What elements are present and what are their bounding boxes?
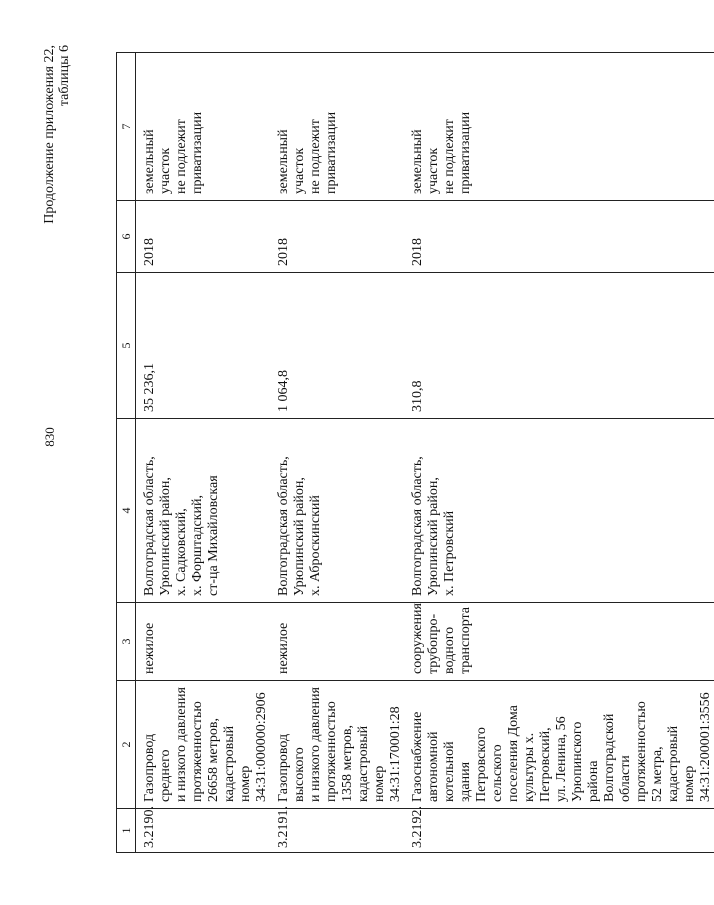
row-number: 3.2191. — [270, 809, 404, 853]
column-header: 2 — [117, 681, 136, 809]
column-header: 1 — [117, 809, 136, 853]
table-header-row — [117, 53, 136, 853]
column-header: 6 — [117, 201, 136, 273]
object-type: нежилое — [270, 603, 404, 681]
table-row — [404, 53, 714, 853]
table-row — [270, 53, 404, 853]
table-row — [136, 53, 271, 853]
object-value: 310,8 — [404, 273, 714, 419]
object-name: Газоснабжение автономной котельной здания Петровского сельского поселения Дома культуры х. Петровский, ул. Ленина, 56 Урюпинского района Волгоградской области протяженностью 52 метра, кадастровый номер 34:31:200001:3556 — [404, 681, 714, 809]
caption-line-2: таблицы 6 — [57, 45, 72, 107]
column-header: 3 — [117, 603, 136, 681]
object-name: Газопровод высокого и низкого давления протяженностью 1358 метров, кадастровый номер 34:31:170001:28 — [270, 681, 404, 809]
object-note: земельный участок не подлежит приватизации — [404, 53, 714, 201]
object-year: 2018 — [136, 201, 271, 273]
object-year: 2018 — [270, 201, 404, 273]
object-address: Волгоградская область, Урюпинский район, х. Садковский, х. Форштадский, ст-ца Михайловская — [136, 419, 271, 603]
object-address: Волгоградская область, Урюпинский район, х. Петровский — [404, 419, 714, 603]
object-address: Волгоградская область, Урюпинский район, х. Аброскинский — [270, 419, 404, 603]
object-type: нежилое — [136, 603, 271, 681]
object-name: Газопровод среднего и низкого давления протяженностью 26658 метров, кадастровый номер 34:31:000000:2906 — [136, 681, 271, 809]
object-note: земельный участок не подлежит приватизации — [270, 53, 404, 201]
page-number: 830 — [42, 427, 57, 447]
column-header: 4 — [117, 419, 136, 603]
property-table — [116, 52, 714, 853]
row-number: 3.2192. — [404, 809, 714, 853]
object-year: 2018 — [404, 201, 714, 273]
object-type: сооружения трубопро- водного транспорта — [404, 603, 714, 681]
table-caption — [42, 45, 72, 224]
column-header: 5 — [117, 273, 136, 419]
object-note: земельный участок не подлежит приватизации — [136, 53, 271, 201]
caption-line-1: Продолжение приложения 22, — [42, 45, 57, 224]
object-value: 35 236,1 — [136, 273, 271, 419]
row-number: 3.2190. — [136, 809, 271, 853]
column-header: 7 — [117, 53, 136, 201]
object-value: 1 064,8 — [270, 273, 404, 419]
